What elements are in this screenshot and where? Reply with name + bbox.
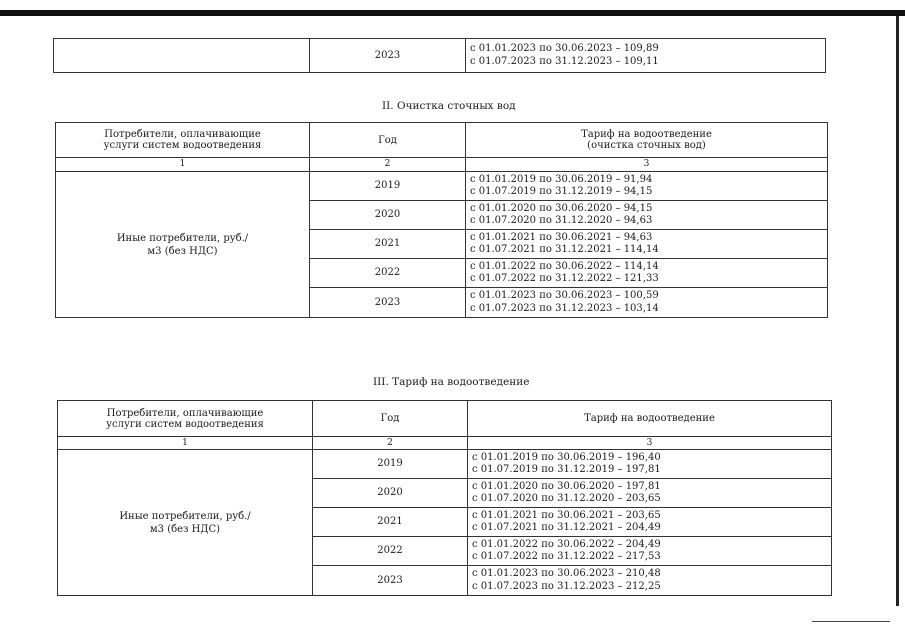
tariff-line: с 01.07.2023 по 31.12.2023 – 103,14 [470,302,659,314]
year-cell: 2020 [313,479,468,508]
year-cell: 2021 [310,230,466,259]
year-cell: 2019 [310,172,466,201]
tariff-line: с 01.01.2020 по 30.06.2020 – 94,15 [470,202,653,214]
year-cell: 2020 [310,201,466,230]
tariff-line: с 01.01.2023 по 30.06.2023 – 210,48 [472,568,661,579]
tariff-cell [468,537,832,566]
tariff-cell [468,450,832,479]
tariff-line: с 01.07.2022 по 31.12.2022 – 121,33 [470,273,659,284]
year-cell: 2023 [310,288,466,318]
header-year: Год [310,123,466,158]
tariff-line: с 01.07.2023 по 31.12.2023 – 212,25 [472,580,661,592]
column-number: 2 [313,437,468,450]
tariff-line: с 01.07.2019 по 31.12.2019 – 94,15 [470,186,653,197]
tariff-line: с 01.01.2021 по 30.06.2021 – 94,63 [470,231,653,243]
tariff-cell [466,201,828,230]
tariff-line: с 01.01.2023 по 30.06.2023 – 109,89 [470,43,659,54]
year-cell: 2019 [313,450,468,479]
tariff-line: с 01.01.2021 по 30.06.2021 – 203,65 [472,509,661,521]
year-cell: 2023 [313,566,468,596]
header-consumers: Потребители, оплачивающие услуги систем водоотведения [58,401,313,437]
tariff-line: с 01.07.2020 по 31.12.2020 – 94,63 [470,215,653,226]
tariff-cell [466,172,828,201]
scan-right-border [896,16,899,606]
consumer-cell: Иные потребители, руб./м3 (без НДС) [56,172,310,318]
table-row [58,450,832,479]
tariff-line: с 01.07.2021 по 31.12.2021 – 114,14 [470,244,659,255]
tariff-line: с 01.01.2023 по 30.06.2023 – 100,59 [470,290,659,301]
header-tariff: Тариф на водоотведение (очистка сточных вод) [466,123,828,158]
year-cell: 2022 [310,259,466,288]
tariff-line: с 01.01.2019 по 30.06.2019 – 91,94 [470,173,653,185]
tariff-line: с 01.07.2020 по 31.12.2020 – 203,65 [472,493,661,504]
numbering-row [56,158,828,172]
numbering-row [58,437,832,450]
header-tariff: Тариф на водоотведение [468,401,832,437]
tariff-cell [468,566,832,596]
tariff-cell [468,479,832,508]
year-cell: 2023 [310,39,466,73]
header-row [56,123,828,158]
tariff-line: с 01.07.2022 по 31.12.2022 – 217,53 [472,551,661,562]
column-number: 1 [58,437,313,450]
column-number: 2 [310,158,466,172]
section-title-wastewater-tariff: III. Тариф на водоотведение [373,376,530,388]
tariff-line: с 01.07.2021 по 31.12.2021 – 204,49 [472,522,661,533]
column-number: 3 [466,158,828,172]
header-row [58,401,832,437]
tariff-cell [466,259,828,288]
scan-corner-line [812,621,890,622]
tariff-cell [466,230,828,259]
tariff-line: с 01.07.2023 по 31.12.2023 – 109,11 [470,55,659,67]
column-number: 1 [56,158,310,172]
header-consumers: Потребители, оплачивающие услуги систем водоотведения [56,123,310,158]
tariff-cell [466,39,826,73]
consumer-cell [54,39,310,73]
year-cell: 2021 [313,508,468,537]
wastewater-tariff-table [57,400,832,596]
wastewater-treatment-table [55,122,828,318]
tariff-line: с 01.01.2022 по 30.06.2022 – 204,49 [472,538,661,550]
column-number: 3 [468,437,832,450]
tariff-line: с 01.01.2022 по 30.06.2022 – 114,14 [470,260,659,272]
table-row [56,172,828,201]
tariff-cell [468,508,832,537]
table-row [54,39,826,73]
scan-top-border [0,10,905,16]
tariff-line: с 01.01.2019 по 30.06.2019 – 196,40 [472,451,661,463]
tariff-line: с 01.01.2020 по 30.06.2020 – 197,81 [472,480,661,492]
top-tariff-table [53,38,826,73]
consumer-cell: Иные потребители, руб./м3 (без НДС) [58,450,313,596]
header-year: Год [313,401,468,437]
year-cell: 2022 [313,537,468,566]
section-title-wastewater-treatment: II. Очистка сточных вод [382,100,516,112]
tariff-cell [466,288,828,318]
tariff-line: с 01.07.2019 по 31.12.2019 – 197,81 [472,464,661,475]
